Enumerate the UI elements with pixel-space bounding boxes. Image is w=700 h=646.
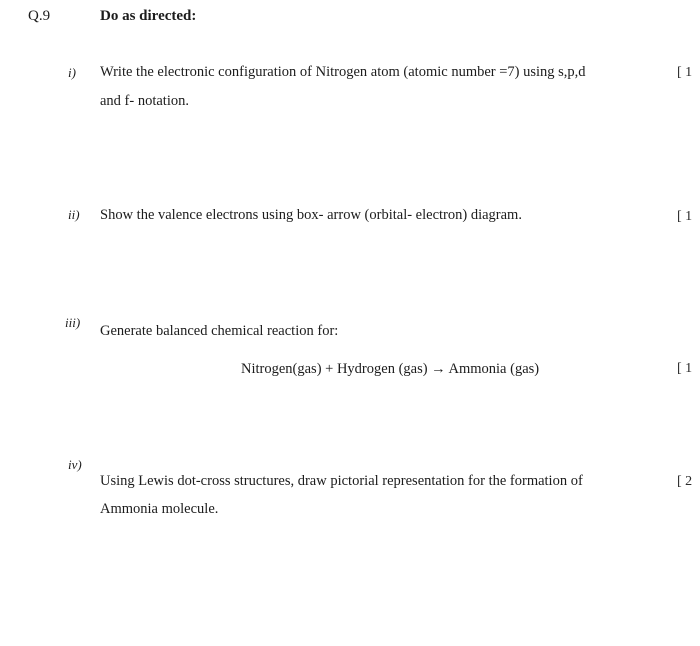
part-iii-text-line-1: Generate balanced chemical reaction for: (100, 323, 339, 339)
part-i-text-line-1: Write the electronic configuration of Nitrogen atom (atomic number =7) using s,p,d (100, 64, 586, 80)
part-iii-reaction-equation: Nitrogen(gas) + Hydrogen (gas) → Ammonia (gas) (241, 361, 540, 377)
part-iv-marks: [ 2 (677, 474, 693, 489)
question-heading: Do as directed: (100, 8, 197, 24)
part-ii-text-line-1: Show the valence electrons using box- arrow (orbital- electron) diagram. (100, 207, 522, 223)
part-iii-marks: [ 1 (677, 361, 693, 376)
part-iv-label: iv) (68, 457, 82, 472)
part-iii-label: iii) (65, 315, 81, 330)
part-ii-label: ii) (68, 207, 80, 222)
question-number: Q.9 (28, 8, 51, 24)
part-iv-text-line-1: Using Lewis dot-cross structures, draw pictorial representation for the formation of (100, 473, 583, 489)
part-i-marks: [ 1 (677, 65, 693, 80)
part-ii-marks: [ 1 (677, 209, 693, 224)
part-i-label: i) (68, 65, 76, 80)
part-i-text-line-2: and f- notation. (100, 93, 189, 109)
part-iv-text-line-2: Ammonia molecule. (100, 501, 219, 517)
